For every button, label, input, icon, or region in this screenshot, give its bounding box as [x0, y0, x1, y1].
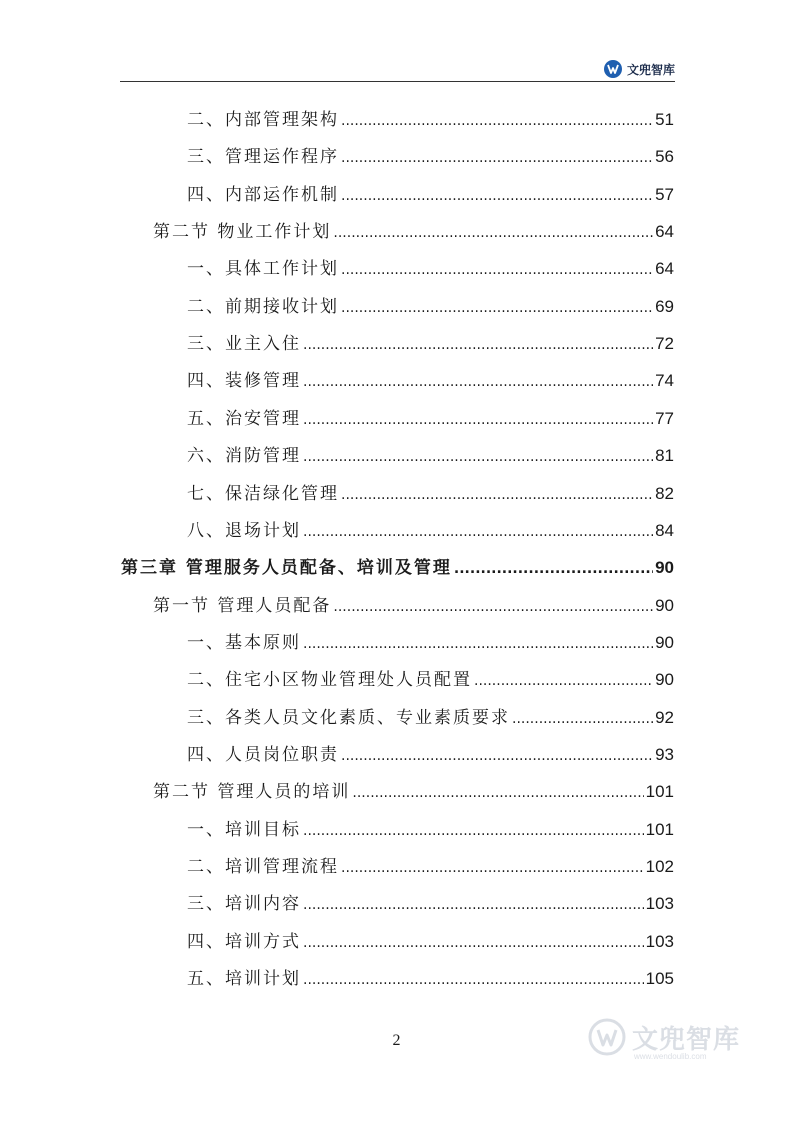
- toc-dot-leader: [303, 962, 644, 999]
- toc-dot-leader: [303, 364, 653, 401]
- toc-entry-title: 第三章 管理服务人员配备、培训及管理: [121, 558, 452, 579]
- toc-entry-page: 81: [655, 446, 674, 466]
- toc-entry-title: 二、前期接收计划: [187, 296, 339, 317]
- header-logo: [603, 58, 675, 80]
- toc-entry-page: 101: [645, 782, 674, 802]
- logo-icon: [603, 59, 623, 79]
- toc-dot-leader: [474, 663, 653, 700]
- toc-entry-title: 五、培训计划: [187, 969, 301, 990]
- toc-dot-leader: [341, 140, 653, 177]
- toc-entry-title: 四、装修管理: [187, 371, 301, 392]
- toc-entry-page: 103: [645, 894, 674, 914]
- toc-entry-title: 三、各类人员文化素质、专业素质要求: [187, 707, 510, 728]
- watermark-logo-icon: [588, 1018, 626, 1056]
- toc-entry-page: 64: [655, 259, 674, 279]
- toc-entry-title: 三、业主入住: [187, 334, 301, 355]
- toc-entry[interactable]: [187, 325, 674, 362]
- toc-entry-page: 105: [645, 969, 674, 989]
- toc-dot-leader: [303, 813, 644, 850]
- toc-entry[interactable]: [187, 624, 674, 661]
- toc-entry-page: 51: [655, 110, 674, 129]
- toc-entry-page: 102: [645, 857, 674, 876]
- toc-entry-title: 四、培训方式: [187, 931, 301, 952]
- toc-dot-leader: [333, 215, 653, 252]
- toc-entry-page: 57: [655, 184, 674, 204]
- toc-entry-title: 四、人员岗位职责: [187, 744, 339, 765]
- toc-entry[interactable]: [187, 400, 674, 437]
- toc-entry-title: 二、住宅小区物业管理处人员配置: [187, 670, 472, 691]
- toc-dot-leader: [303, 439, 653, 476]
- toc-entry[interactable]: [153, 773, 674, 810]
- toc-entry-title: 八、退场计划: [187, 520, 301, 541]
- toc-entry-page: 101: [645, 819, 674, 839]
- toc-entry[interactable]: [187, 923, 674, 960]
- logo-text: 文兜智库: [627, 62, 676, 77]
- toc-dot-leader: [341, 290, 653, 327]
- toc-entry-title: 七、保洁绿化管理: [187, 483, 339, 504]
- toc-dot-leader: [341, 850, 644, 887]
- toc-entry-page: 90: [655, 595, 674, 615]
- toc-entry-page: 69: [655, 296, 674, 316]
- toc-entry-page: 90: [655, 558, 674, 578]
- toc-dot-leader: [333, 589, 653, 626]
- toc-entry-title: 第二节 物业工作计划: [153, 222, 332, 243]
- toc-entry-page: 103: [645, 931, 674, 951]
- toc-dot-leader: [512, 701, 653, 738]
- toc-entry[interactable]: [187, 176, 674, 213]
- toc-dot-leader: [341, 103, 653, 140]
- toc-entry-page: 90: [655, 670, 674, 690]
- toc-entry-page: 56: [655, 147, 674, 167]
- toc-entry-page: 64: [655, 222, 674, 242]
- toc-dot-leader: [303, 514, 653, 551]
- watermark-text: 文兜智库: [632, 1024, 741, 1055]
- toc-entry[interactable]: [187, 288, 674, 325]
- toc-dot-leader: [303, 327, 653, 364]
- toc-dot-leader: [303, 402, 653, 439]
- toc-entry-title: 一、基本原则: [187, 632, 301, 653]
- toc-entry[interactable]: [187, 736, 674, 773]
- toc-dot-leader: [303, 626, 653, 663]
- toc-entry-page: 93: [655, 744, 674, 764]
- toc-dot-leader: [341, 738, 653, 775]
- toc-entry-page: 77: [655, 408, 674, 428]
- toc-entry[interactable]: [187, 101, 674, 138]
- toc-entry[interactable]: [187, 699, 674, 736]
- toc-entry[interactable]: [187, 661, 674, 698]
- toc-dot-leader: [352, 775, 643, 812]
- toc-entry[interactable]: [153, 213, 674, 250]
- toc-entry-page: 92: [655, 707, 674, 727]
- toc-entry-title: 第二节 管理人员的培训: [153, 782, 351, 803]
- toc-entry[interactable]: [187, 250, 674, 287]
- toc-entry-title: 第一节 管理人员配备: [153, 595, 332, 616]
- watermark-url: www.wendoulib.com: [634, 1052, 707, 1061]
- toc-entry-page: 90: [655, 632, 674, 652]
- toc-entry-page: 72: [655, 334, 674, 354]
- toc-entry-title: 三、管理运作程序: [187, 147, 339, 168]
- toc-entry[interactable]: [187, 437, 674, 474]
- toc-dot-leader: [341, 477, 653, 514]
- toc-entry-title: 六、消防管理: [187, 446, 301, 467]
- toc-dot-leader: [303, 925, 644, 962]
- toc-entry[interactable]: [187, 475, 674, 512]
- toc-entry-title: 一、具体工作计划: [187, 259, 339, 280]
- toc-entry-page: 74: [655, 371, 674, 391]
- toc-dot-leader: [303, 887, 644, 924]
- toc-entry-title: 二、内部管理架构: [187, 110, 339, 130]
- toc-entry-title: 四、内部运作机制: [187, 184, 339, 205]
- toc-entry[interactable]: [187, 138, 674, 175]
- toc-entry[interactable]: [187, 811, 674, 848]
- toc-entry[interactable]: [187, 362, 674, 399]
- toc-entry[interactable]: [187, 885, 674, 922]
- toc-entry[interactable]: [187, 848, 674, 885]
- toc-entry-title: 一、培训目标: [187, 819, 301, 840]
- header-divider: [120, 81, 675, 82]
- watermark: [588, 1018, 741, 1061]
- page-number: 2: [392, 1032, 401, 1049]
- toc-entry-page: 82: [655, 483, 674, 503]
- toc-entry[interactable]: [187, 512, 674, 549]
- toc-entry[interactable]: [121, 549, 674, 586]
- toc-entry-title: 二、培训管理流程: [187, 857, 339, 877]
- toc-entry[interactable]: [187, 960, 674, 997]
- toc-entry-page: 84: [655, 520, 674, 540]
- toc-dot-leader: [454, 551, 653, 588]
- toc-entry-title: 三、培训内容: [187, 894, 301, 915]
- toc-entry-title: 五、治安管理: [187, 408, 301, 429]
- toc-entry[interactable]: [153, 587, 674, 624]
- toc-dot-leader: [341, 178, 653, 215]
- toc-dot-leader: [341, 252, 653, 289]
